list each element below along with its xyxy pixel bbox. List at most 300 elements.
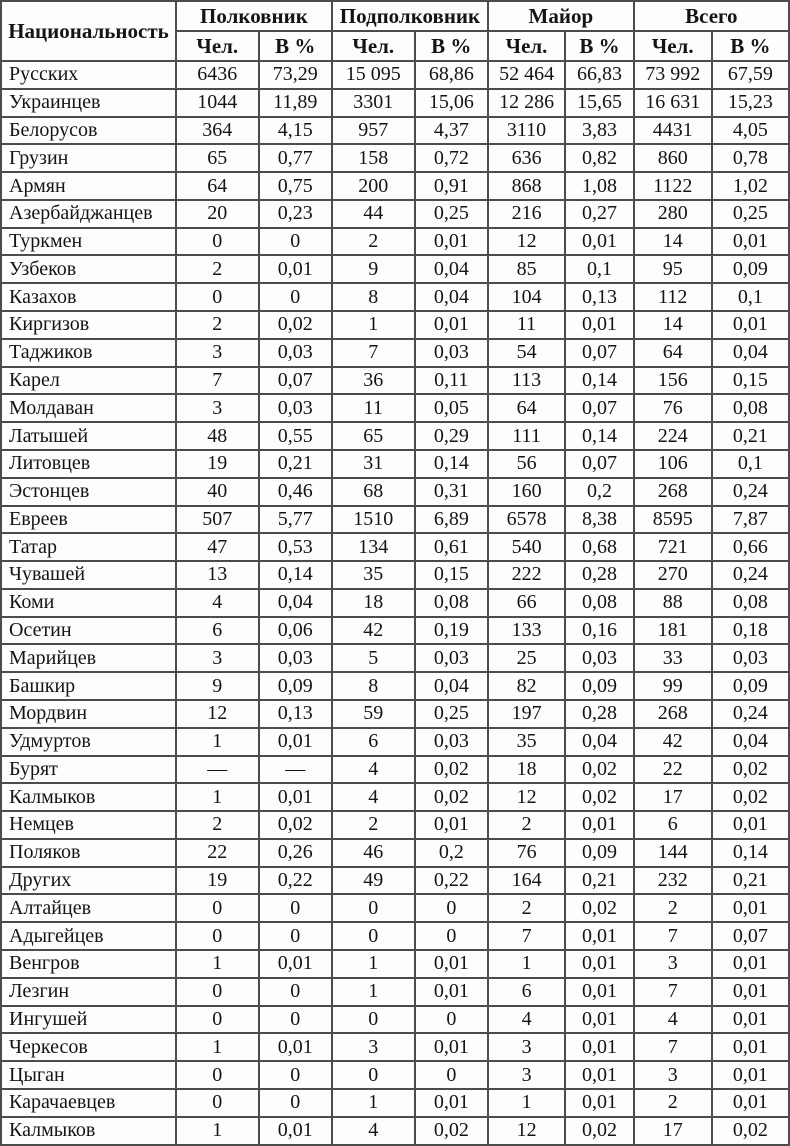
data-cell: 85	[488, 255, 565, 283]
data-cell: 0,01	[565, 1006, 634, 1034]
data-cell: 0,04	[712, 728, 789, 756]
data-cell: 0,21	[712, 422, 789, 450]
data-cell: 0,01	[415, 1033, 488, 1061]
data-cell: 54	[488, 339, 565, 367]
data-cell: 0,1	[712, 450, 789, 478]
data-cell: 0,07	[565, 339, 634, 367]
table-row	[1, 255, 789, 283]
data-cell: 0,46	[259, 478, 332, 506]
data-cell: 0	[176, 978, 259, 1006]
data-cell: 6578	[488, 506, 565, 534]
data-cell: 7	[634, 1033, 712, 1061]
data-cell: 0,01	[712, 1006, 789, 1034]
table-row	[1, 894, 789, 922]
data-cell: 1	[488, 1089, 565, 1117]
header-row-groups	[1, 1, 789, 31]
data-cell: 25	[488, 644, 565, 672]
data-cell: 0,08	[712, 394, 789, 422]
data-cell: 44	[332, 200, 415, 228]
data-cell: 0,01	[712, 1061, 789, 1089]
data-cell: 59	[332, 700, 415, 728]
data-cell: 68	[332, 478, 415, 506]
data-cell: 0	[415, 894, 488, 922]
data-cell: 0,66	[712, 533, 789, 561]
table-row	[1, 172, 789, 200]
data-cell: 42	[332, 617, 415, 645]
data-cell: 0,24	[712, 561, 789, 589]
data-cell: 12	[488, 783, 565, 811]
data-cell: 0,21	[565, 867, 634, 895]
table-header	[1, 1, 789, 61]
row-label-nationality: Мордвин	[1, 700, 176, 728]
table-row	[1, 1117, 789, 1145]
data-cell: 4,15	[259, 117, 332, 145]
data-cell: 65	[176, 144, 259, 172]
data-cell: 1	[176, 728, 259, 756]
data-cell: 158	[332, 144, 415, 172]
data-cell: 0,03	[259, 394, 332, 422]
data-cell: 1510	[332, 506, 415, 534]
data-cell: 0,77	[259, 144, 332, 172]
row-label-nationality: Евреев	[1, 506, 176, 534]
table-row	[1, 394, 789, 422]
data-cell: 721	[634, 533, 712, 561]
data-cell: 0,01	[712, 950, 789, 978]
data-cell: 636	[488, 144, 565, 172]
col-header-colonel-count: Чел.	[176, 31, 259, 61]
data-cell: 0	[259, 978, 332, 1006]
row-label-nationality: Карел	[1, 367, 176, 395]
data-cell: 22	[176, 839, 259, 867]
data-cell: 4	[332, 756, 415, 784]
data-cell: 0,02	[712, 756, 789, 784]
data-cell: 0,22	[259, 867, 332, 895]
data-cell: 1	[332, 978, 415, 1006]
table-row	[1, 61, 789, 89]
data-cell: 20	[176, 200, 259, 228]
data-cell: 0,07	[565, 450, 634, 478]
data-cell: 0,02	[565, 783, 634, 811]
row-label-nationality: Калмыков	[1, 1117, 176, 1145]
data-cell: 0,06	[259, 617, 332, 645]
table-row	[1, 228, 789, 256]
table-row	[1, 506, 789, 534]
data-cell: 0,04	[712, 339, 789, 367]
data-cell: 15 095	[332, 61, 415, 89]
data-cell: 0,28	[565, 561, 634, 589]
data-cell: 1	[176, 1117, 259, 1145]
table-row	[1, 200, 789, 228]
data-cell: 0,01	[712, 811, 789, 839]
col-header-total-percent: В %	[712, 31, 789, 61]
data-cell: 1044	[176, 89, 259, 117]
data-cell: 7	[488, 922, 565, 950]
row-label-nationality: Поляков	[1, 839, 176, 867]
data-cell: 0	[415, 1006, 488, 1034]
data-cell: 73,29	[259, 61, 332, 89]
data-cell: 0,04	[415, 283, 488, 311]
data-cell: 6	[634, 811, 712, 839]
data-cell: 7	[176, 367, 259, 395]
row-label-nationality: Белорусов	[1, 117, 176, 145]
data-cell: 0,1	[712, 283, 789, 311]
row-label-nationality: Коми	[1, 589, 176, 617]
data-cell: 0	[332, 1061, 415, 1089]
data-cell: 19	[176, 867, 259, 895]
data-cell: —	[259, 756, 332, 784]
data-cell: 0,09	[565, 839, 634, 867]
data-cell: 164	[488, 867, 565, 895]
table-row	[1, 1061, 789, 1089]
row-label-nationality: Лезгин	[1, 978, 176, 1006]
data-cell: 0	[332, 1006, 415, 1034]
table-row	[1, 478, 789, 506]
data-cell: 0,02	[415, 756, 488, 784]
table-row	[1, 950, 789, 978]
data-cell: 3	[176, 644, 259, 672]
data-cell: 0,61	[415, 533, 488, 561]
col-group-lt-colonel: Подполковник	[332, 1, 488, 31]
data-cell: 0	[332, 894, 415, 922]
data-cell: 0	[259, 1006, 332, 1034]
data-cell: 0,31	[415, 478, 488, 506]
row-label-nationality: Немцев	[1, 811, 176, 839]
data-cell: 8	[332, 283, 415, 311]
data-cell: 35	[488, 728, 565, 756]
data-cell: 0,01	[565, 228, 634, 256]
data-cell: 42	[634, 728, 712, 756]
data-cell: 0	[415, 1061, 488, 1089]
data-cell: 0,14	[712, 839, 789, 867]
data-cell: 3	[634, 1061, 712, 1089]
data-cell: 134	[332, 533, 415, 561]
data-cell: 0	[259, 228, 332, 256]
data-cell: 0,01	[565, 1089, 634, 1117]
data-cell: 0,01	[565, 311, 634, 339]
data-cell: 957	[332, 117, 415, 145]
data-cell: 12	[176, 700, 259, 728]
data-cell: 1,02	[712, 172, 789, 200]
data-cell: 0,29	[415, 422, 488, 450]
table-row	[1, 1033, 789, 1061]
table-row	[1, 339, 789, 367]
data-cell: 0	[259, 1089, 332, 1117]
data-cell: 0,15	[712, 367, 789, 395]
row-label-nationality: Казахов	[1, 283, 176, 311]
col-header-colonel-percent: В %	[259, 31, 332, 61]
data-cell: 0,07	[565, 394, 634, 422]
data-cell: 0,01	[415, 1089, 488, 1117]
data-cell: 0,19	[415, 617, 488, 645]
data-cell: 5,77	[259, 506, 332, 534]
data-cell: 860	[634, 144, 712, 172]
table-row	[1, 589, 789, 617]
data-cell: 4	[634, 1006, 712, 1034]
table-row	[1, 1089, 789, 1117]
data-cell: 222	[488, 561, 565, 589]
data-cell: 0,13	[259, 700, 332, 728]
col-group-major: Майор	[488, 1, 634, 31]
data-cell: 3110	[488, 117, 565, 145]
data-cell: 0,82	[565, 144, 634, 172]
data-cell: 9	[176, 672, 259, 700]
data-cell: 270	[634, 561, 712, 589]
data-cell: 0,01	[259, 1117, 332, 1145]
row-label-nationality: Грузин	[1, 144, 176, 172]
data-cell: 0,09	[565, 672, 634, 700]
data-cell: 0,24	[712, 478, 789, 506]
data-cell: 0,25	[712, 200, 789, 228]
data-cell: 19	[176, 450, 259, 478]
data-cell: 2	[176, 811, 259, 839]
data-cell: 36	[332, 367, 415, 395]
row-label-nationality: Цыган	[1, 1061, 176, 1089]
data-cell: 0,01	[415, 978, 488, 1006]
data-cell: 82	[488, 672, 565, 700]
row-label-nationality: Бурят	[1, 756, 176, 784]
data-cell: 0,01	[259, 1033, 332, 1061]
data-cell: 0,07	[712, 922, 789, 950]
data-cell: 0,04	[259, 589, 332, 617]
data-cell: 4431	[634, 117, 712, 145]
table-row	[1, 672, 789, 700]
data-cell: —	[176, 756, 259, 784]
data-cell: 0,01	[712, 894, 789, 922]
row-label-nationality: Черкесов	[1, 1033, 176, 1061]
data-cell: 216	[488, 200, 565, 228]
data-cell: 0,01	[415, 811, 488, 839]
data-cell: 3	[332, 1033, 415, 1061]
data-cell: 2	[488, 894, 565, 922]
row-label-nationality: Молдаван	[1, 394, 176, 422]
data-cell: 0,24	[712, 700, 789, 728]
table-row	[1, 922, 789, 950]
data-cell: 13	[176, 561, 259, 589]
data-cell: 0,01	[259, 255, 332, 283]
data-cell: 0,75	[259, 172, 332, 200]
data-cell: 0,27	[565, 200, 634, 228]
data-cell: 0,02	[712, 783, 789, 811]
data-cell: 0,14	[415, 450, 488, 478]
data-cell: 0	[176, 1006, 259, 1034]
data-cell: 4	[488, 1006, 565, 1034]
data-cell: 7	[634, 922, 712, 950]
table-row	[1, 89, 789, 117]
data-cell: 11	[488, 311, 565, 339]
data-cell: 0,22	[415, 867, 488, 895]
data-cell: 0,11	[415, 367, 488, 395]
row-label-nationality: Азербайджанцев	[1, 200, 176, 228]
table-body	[1, 61, 789, 1145]
data-cell: 232	[634, 867, 712, 895]
data-cell: 133	[488, 617, 565, 645]
table-row	[1, 811, 789, 839]
data-cell: 0,01	[259, 783, 332, 811]
data-cell: 40	[176, 478, 259, 506]
data-cell: 9	[332, 255, 415, 283]
data-cell: 14	[634, 311, 712, 339]
row-label-nationality: Таджиков	[1, 339, 176, 367]
data-cell: 31	[332, 450, 415, 478]
data-cell: 22	[634, 756, 712, 784]
data-cell: 0,09	[712, 255, 789, 283]
data-cell: 14	[634, 228, 712, 256]
data-cell: 1	[488, 950, 565, 978]
data-cell: 48	[176, 422, 259, 450]
data-cell: 181	[634, 617, 712, 645]
data-cell: 197	[488, 700, 565, 728]
data-cell: 106	[634, 450, 712, 478]
data-cell: 12 286	[488, 89, 565, 117]
data-cell: 0,09	[259, 672, 332, 700]
table-row	[1, 561, 789, 589]
table-row	[1, 728, 789, 756]
data-cell: 156	[634, 367, 712, 395]
table-row	[1, 450, 789, 478]
data-cell: 3301	[332, 89, 415, 117]
data-cell: 0,02	[565, 756, 634, 784]
data-cell: 0,01	[415, 950, 488, 978]
table-row	[1, 839, 789, 867]
data-cell: 0,08	[712, 589, 789, 617]
row-label-nationality: Других	[1, 867, 176, 895]
col-group-colonel: Полковник	[176, 1, 332, 31]
data-cell: 111	[488, 422, 565, 450]
data-cell: 1	[332, 950, 415, 978]
data-cell: 0,04	[415, 255, 488, 283]
data-cell: 0,01	[565, 922, 634, 950]
data-cell: 0,14	[565, 367, 634, 395]
data-cell: 15,23	[712, 89, 789, 117]
data-cell: 0,03	[415, 339, 488, 367]
data-cell: 18	[488, 756, 565, 784]
data-cell: 0,55	[259, 422, 332, 450]
data-cell: 0,23	[259, 200, 332, 228]
data-cell: 4,05	[712, 117, 789, 145]
row-label-nationality: Алтайцев	[1, 894, 176, 922]
data-cell: 95	[634, 255, 712, 283]
col-header-major-percent: В %	[565, 31, 634, 61]
data-cell: 3,83	[565, 117, 634, 145]
data-cell: 0,02	[415, 783, 488, 811]
data-cell: 7	[634, 978, 712, 1006]
table-row	[1, 783, 789, 811]
data-cell: 0	[176, 922, 259, 950]
data-cell: 4	[176, 589, 259, 617]
data-cell: 0	[259, 922, 332, 950]
data-cell: 6	[332, 728, 415, 756]
data-cell: 76	[488, 839, 565, 867]
table-row	[1, 144, 789, 172]
data-cell: 0,14	[259, 561, 332, 589]
data-cell: 2	[634, 1089, 712, 1117]
data-cell: 0,01	[712, 1089, 789, 1117]
data-cell: 0,04	[565, 728, 634, 756]
table-row	[1, 644, 789, 672]
data-cell: 0,02	[565, 1117, 634, 1145]
data-cell: 2	[176, 255, 259, 283]
row-label-nationality: Венгров	[1, 950, 176, 978]
data-cell: 0,2	[415, 839, 488, 867]
data-cell: 0	[259, 894, 332, 922]
data-cell: 66	[488, 589, 565, 617]
table-row	[1, 283, 789, 311]
data-cell: 3	[176, 339, 259, 367]
table-row	[1, 867, 789, 895]
data-cell: 0	[259, 283, 332, 311]
data-cell: 3	[488, 1033, 565, 1061]
data-cell: 0,21	[712, 867, 789, 895]
data-cell: 1	[332, 1089, 415, 1117]
data-cell: 2	[176, 311, 259, 339]
data-cell: 0,01	[259, 950, 332, 978]
data-cell: 11	[332, 394, 415, 422]
data-cell: 0,03	[259, 339, 332, 367]
data-cell: 56	[488, 450, 565, 478]
data-cell: 6	[176, 617, 259, 645]
data-cell: 0,03	[712, 644, 789, 672]
data-cell: 0,78	[712, 144, 789, 172]
data-cell: 0,1	[565, 255, 634, 283]
row-label-nationality: Латышей	[1, 422, 176, 450]
data-cell: 52 464	[488, 61, 565, 89]
data-cell: 160	[488, 478, 565, 506]
data-cell: 0	[176, 894, 259, 922]
row-label-nationality: Чувашей	[1, 561, 176, 589]
col-header-major-count: Чел.	[488, 31, 565, 61]
data-cell: 7,87	[712, 506, 789, 534]
data-cell: 67,59	[712, 61, 789, 89]
data-cell: 0,91	[415, 172, 488, 200]
data-cell: 0,02	[259, 811, 332, 839]
data-cell: 16 631	[634, 89, 712, 117]
data-cell: 507	[176, 506, 259, 534]
data-cell: 8	[332, 672, 415, 700]
data-cell: 0,21	[259, 450, 332, 478]
row-label-nationality: Узбеков	[1, 255, 176, 283]
data-cell: 0,08	[415, 589, 488, 617]
data-cell: 11,89	[259, 89, 332, 117]
data-cell: 0	[176, 1089, 259, 1117]
row-label-nationality: Ингушей	[1, 1006, 176, 1034]
row-label-nationality: Адыгейцев	[1, 922, 176, 950]
data-cell: 0,25	[415, 200, 488, 228]
data-cell: 1	[332, 311, 415, 339]
data-cell: 0	[415, 922, 488, 950]
data-cell: 2	[634, 894, 712, 922]
data-cell: 0,16	[565, 617, 634, 645]
data-cell: 3	[634, 950, 712, 978]
data-cell: 0,01	[415, 311, 488, 339]
data-cell: 200	[332, 172, 415, 200]
data-cell: 1122	[634, 172, 712, 200]
table-row	[1, 422, 789, 450]
data-cell: 1	[176, 1033, 259, 1061]
row-label-nationality: Украинцев	[1, 89, 176, 117]
table-row	[1, 756, 789, 784]
data-cell: 224	[634, 422, 712, 450]
data-cell: 46	[332, 839, 415, 867]
data-cell: 0,01	[259, 728, 332, 756]
data-cell: 0,01	[712, 311, 789, 339]
data-cell: 0,13	[565, 283, 634, 311]
data-cell: 113	[488, 367, 565, 395]
row-label-nationality: Удмуртов	[1, 728, 176, 756]
data-cell: 868	[488, 172, 565, 200]
data-cell: 0,25	[415, 700, 488, 728]
data-cell: 2	[332, 228, 415, 256]
data-cell: 0,72	[415, 144, 488, 172]
